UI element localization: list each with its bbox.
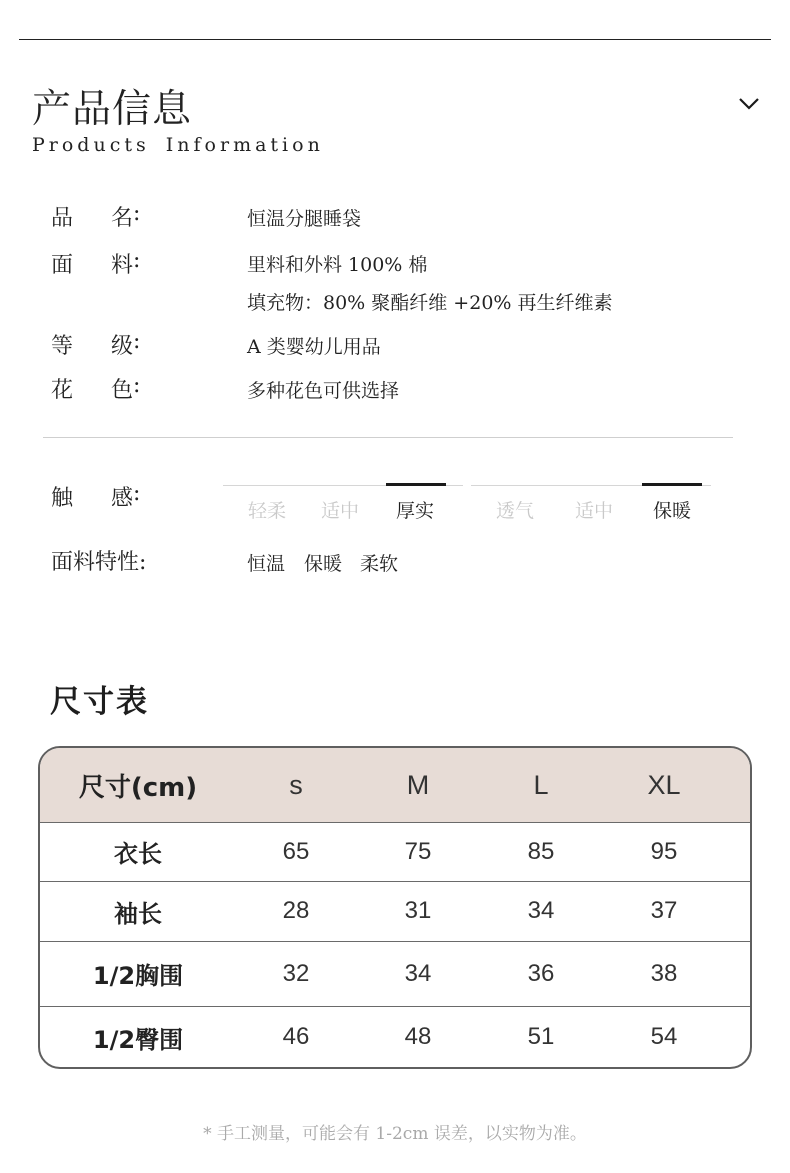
- table-cell: 75: [404, 837, 432, 865]
- spec-value-fabric-2: 填充物：80% 聚酯纤维 +20% 再生纤维素: [247, 292, 613, 314]
- table-cell: 38: [650, 959, 678, 987]
- softness-option-medium: 适中: [321, 500, 360, 522]
- features-label: 面料特性:: [51, 550, 147, 575]
- chevron-down-icon[interactable]: [738, 95, 760, 111]
- top-divider: [19, 39, 771, 40]
- column-header-s: s: [289, 769, 303, 800]
- spec-value-grade: A 类婴幼儿用品: [247, 336, 381, 358]
- table-cell: 54: [650, 1023, 678, 1050]
- column-header-l: L: [533, 769, 549, 800]
- table-cell: 51: [527, 1023, 555, 1050]
- table-row: [40, 1007, 750, 1067]
- size-table-header: [40, 748, 750, 823]
- table-cell: 28: [282, 897, 310, 924]
- row-label: 衣长: [114, 840, 162, 868]
- table-cell: 31: [404, 897, 432, 924]
- softness-option-light: 轻柔: [248, 500, 287, 522]
- feature-item: 保暖: [304, 553, 343, 575]
- row-label: 1/2臀围: [92, 1025, 184, 1054]
- table-row: [40, 881, 750, 942]
- spec-value-fabric-1: 里料和外料 100% 棉: [247, 254, 428, 276]
- column-header-size: 尺寸(cm): [78, 772, 198, 803]
- softness-option-thick: 厚实: [396, 500, 435, 522]
- size-table: [38, 746, 752, 1069]
- warmth-option-medium: 适中: [575, 500, 614, 522]
- spec-value-color: 多种花色可供选择: [247, 380, 400, 402]
- table-cell: 85: [527, 837, 555, 865]
- table-cell: 95: [650, 837, 678, 865]
- table-cell: 32: [282, 959, 310, 987]
- table-cell: 65: [282, 837, 310, 865]
- size-chart-title: 尺寸表: [50, 684, 149, 720]
- feature-item: 柔软: [360, 553, 399, 575]
- section-subtitle: Products Information: [32, 134, 324, 156]
- table-row: [40, 941, 750, 1007]
- table-cell: 34: [404, 959, 432, 987]
- feature-item: 恒温: [247, 553, 286, 575]
- section-divider: [43, 437, 733, 438]
- measurement-note: * 手工测量，可能会有 1-2cm 误差，以实物为准。: [203, 1124, 587, 1144]
- table-cell: 36: [527, 959, 555, 987]
- row-label: 袖长: [114, 899, 162, 928]
- column-header-m: M: [406, 769, 430, 800]
- softness-scale-marker: [386, 483, 446, 486]
- table-cell: 48: [404, 1023, 432, 1050]
- warmth-option-warm: 保暖: [653, 500, 692, 522]
- row-label: 1/2胸围: [92, 962, 184, 990]
- table-row: [40, 822, 750, 882]
- section-title: 产品信息: [32, 87, 193, 132]
- warmth-option-breathable: 透气: [496, 500, 535, 522]
- table-cell: 46: [282, 1023, 310, 1050]
- warmth-scale-marker: [642, 483, 702, 486]
- column-header-xl: XL: [647, 769, 681, 800]
- table-cell: 34: [527, 897, 555, 924]
- spec-value-name: 恒温分腿睡袋: [247, 208, 362, 230]
- table-cell: 37: [650, 897, 678, 924]
